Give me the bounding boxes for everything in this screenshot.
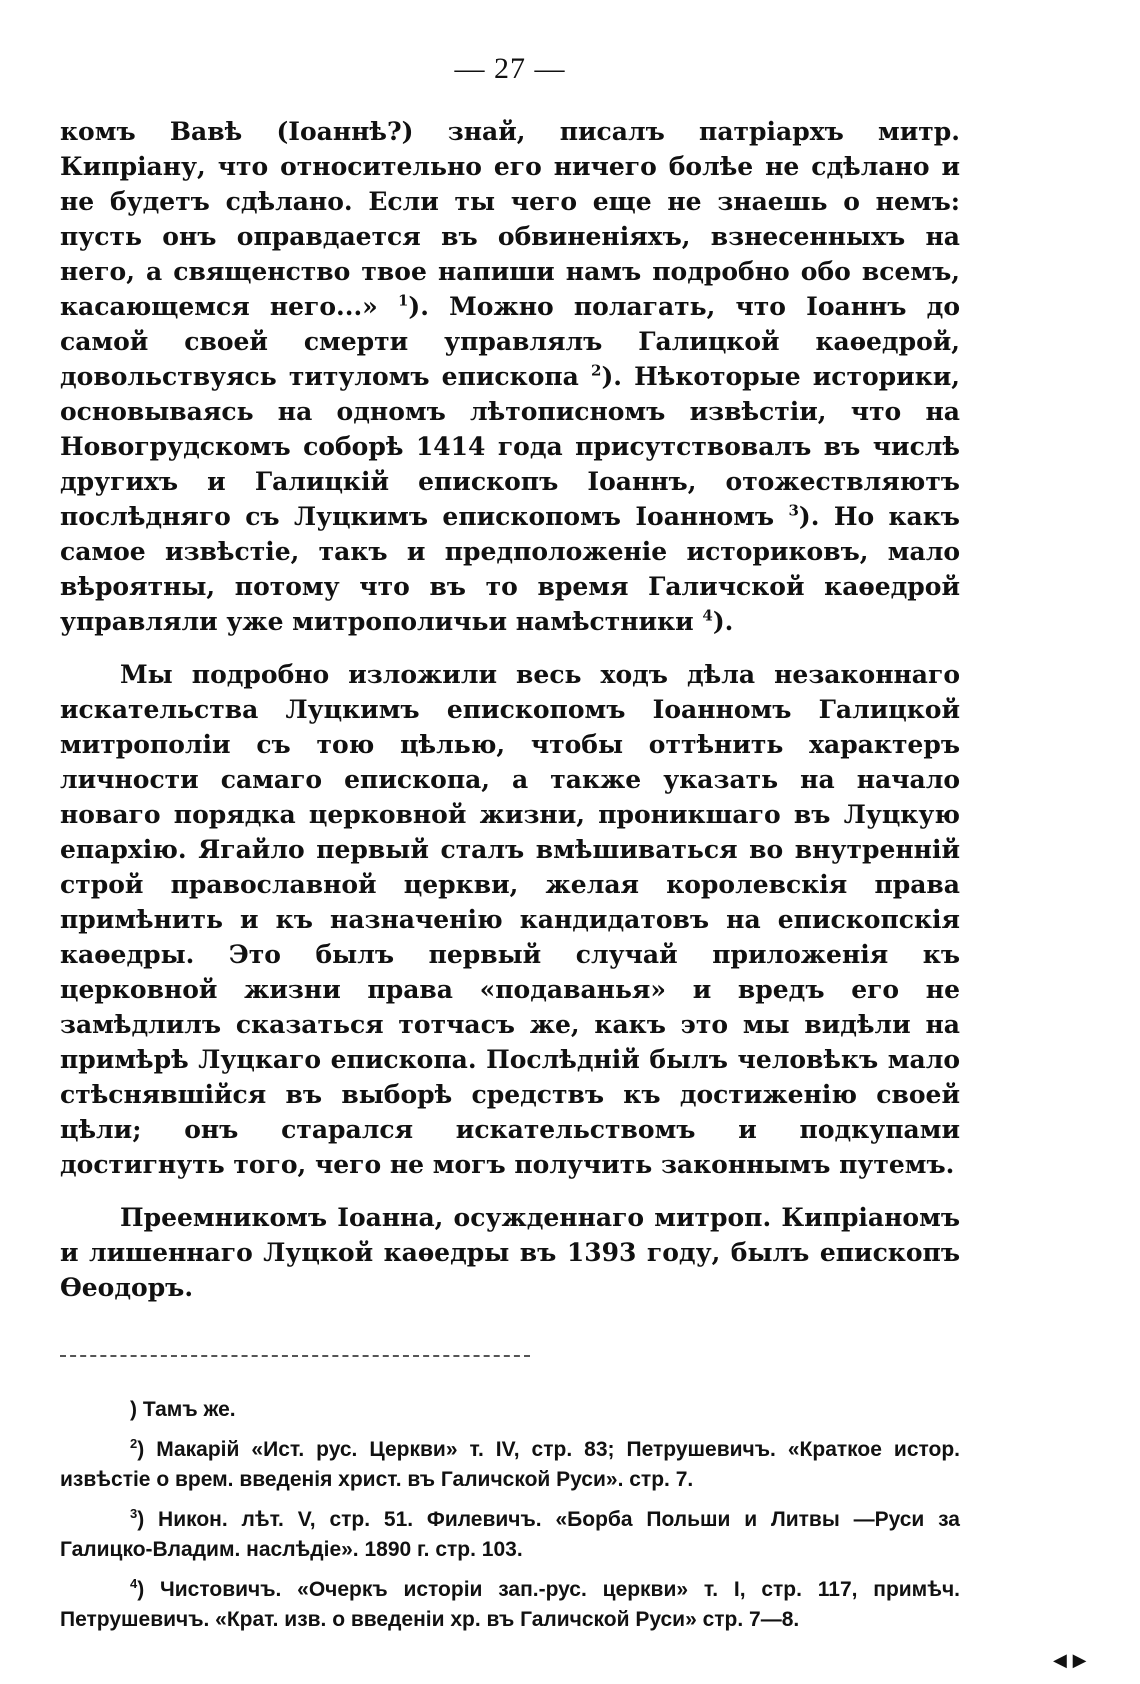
scan-edge-marks: ◀ ▶ xyxy=(1053,1650,1087,1671)
footnote-separator xyxy=(60,1355,530,1357)
footnotes xyxy=(60,1395,960,1635)
book-page xyxy=(60,52,960,1645)
footnote-4: $^4$) Чистовичъ. «Очеркъ исторіи зап.-рус. церкви» т. I, стр. 117, примѣч. Петрушевичъ. «Крат. изв. о введеніи хр. въ Галичской Руси» стр. 7—8. xyxy=(60,1576,960,1631)
footnote-3: $^3$) Никон. лѣт. V, стр. 51. Филевичъ. «Борба Польши и Литвы —Руси за Галицко-Владим. наслѣдіе». 1890 г. стр. 103. xyxy=(60,1506,960,1561)
page-number: — 27 — xyxy=(454,52,566,85)
footnote-ref-2: 2 xyxy=(591,361,602,380)
footnote-ref-4: 4 xyxy=(702,606,713,625)
body-text xyxy=(60,114,960,1305)
paragraph-3: Преемникомъ Іоанна, осужденнаго митроп. Кипріаномъ и лишеннаго Луцкой каѳедры въ 1393 году, былъ епископъ Ѳеодоръ. xyxy=(60,1203,960,1302)
footnote-2: $^2$) Макарій «Ист. рус. Церкви» т. IV, стр. 83; Петрушевичъ. «Краткое истор. извѣстіе о врем. введенія христ. въ Галичской Руси». стр. 7. xyxy=(60,1436,960,1491)
paragraph-2: Мы подробно изложили весь ходъ дѣла незаконнаго искательства Луцкимъ епископомъ Іоанномъ Галицкой митрополіи съ тою цѣлью, чтобы оттѣнить характеръ личности самаго епископа, а также указать на начало новаго порядка церковной жизни, проникшаго въ Луцкую епархію. Ягайло первый сталъ вмѣшиваться во внутренній строй православной церкви, желая королевскія права примѣнить и къ назначенію кандидатовъ на епископскія каѳедры. Это былъ первый случай приложенія къ церковной жизни права «подаванья» и вредъ его не замѣдлилъ сказаться тотчасъ же, какъ это мы видѣли на примѣрѣ Луцкаго епископа. Послѣдній былъ человѣкъ мало стѣснявшійся въ выборѣ средствъ къ достиженію своей цѣли; онъ старался искательствомъ и подкупами достигнуть того, чего не могъ получить законнымъ путемъ. xyxy=(60,660,960,1179)
footnote-ref-3: 3 xyxy=(788,501,799,520)
footnote-1: ) Тамъ же. xyxy=(130,1398,236,1421)
paragraph-1: комъ Вавѣ (Іоаннѣ?) знай, писалъ патріархъ митр. Кипріану, что относительно его ничего болѣе не сдѣлано и не будетъ сдѣлано. Если ты чего еще не знаешь о немъ: пусть онъ оправдается въ обвиненіяхъ, взнесенныхъ на него, а священство твое напиши намъ подробно обо всемъ, касающемся него...» $^1$). Можно полагать, что Іоаннъ до самой своей смерти управлялъ Галицкой каѳедрой, довольствуясь титуломъ епископа $^2$). Нѣкоторые историки, основываясь на одномъ лѣтописномъ извѣстіи, что на Новогрудскомъ соборѣ 1414 года присутствовалъ въ числѣ другихъ и Галицкій епископъ Іоаннъ, отожествляютъ послѣдняго съ Луцкимъ епископомъ Іоанномъ $^3$). Но какъ самое извѣстіе, такъ и предположеніе историковъ, мало вѣроятны, потому что въ то время Галичской каѳедрой управляли уже митрополичьи намѣстники $^4$). xyxy=(60,117,960,636)
footnote-ref-1: 1 xyxy=(397,291,409,310)
